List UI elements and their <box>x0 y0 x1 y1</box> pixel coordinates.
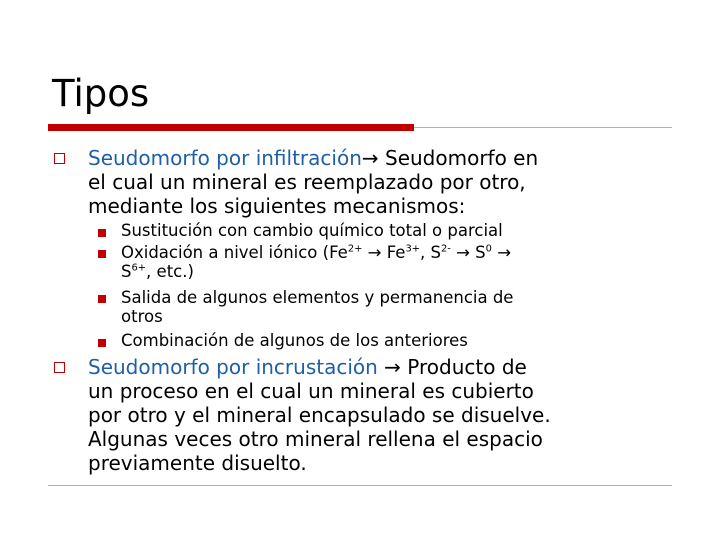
subitem-2-line-2 <box>121 263 194 282</box>
charge-superscript: 0 <box>485 243 492 255</box>
hollow-square-bullet-icon <box>54 362 65 373</box>
arrow-icon: → <box>456 243 470 262</box>
subitem-2-text-a: Oxidación a nivel iónico (Fe <box>121 243 348 262</box>
arrow-icon: → <box>361 146 379 170</box>
bullet-2-text: Producto de <box>400 355 527 379</box>
arrow-icon: → <box>384 355 401 379</box>
charge-superscript: 2- <box>441 243 451 255</box>
filled-square-bullet-icon <box>98 229 106 237</box>
charge-superscript: 2+ <box>347 243 363 255</box>
bullet-2-line-5: previamente disuelto. <box>88 451 307 475</box>
arrow-icon: → <box>367 243 382 262</box>
charge-superscript: 6+ <box>131 262 147 274</box>
subitem-2-text-b: Fe <box>381 243 406 262</box>
subitem-1: Sustitución con cambio químico total o parcial <box>121 221 503 240</box>
charge-superscript: 3+ <box>405 243 421 255</box>
bottom-divider <box>48 485 672 486</box>
bullet-1-line-2: el cual un mineral es reemplazado por otro, <box>88 170 526 194</box>
subitem-3-line-2: otros <box>121 307 163 326</box>
bullet-2-line-4: Algunas veces otro mineral rellena el espacio <box>88 427 543 451</box>
bullet-2-line-3: por otro y el mineral encapsulado se disuelve. <box>88 403 551 427</box>
bullet-2-line-2: un proceso en el cual un mineral es cubierto <box>88 379 534 403</box>
bullet-2-term: Seudomorfo por incrustación <box>88 355 378 379</box>
bullet-1-line-1 <box>88 147 538 171</box>
filled-square-bullet-icon <box>98 295 106 303</box>
filled-square-bullet-icon <box>98 250 106 258</box>
bullet-1-line-3: mediante los siguientes mecanismos: <box>88 194 466 218</box>
bullet-1-text: Seudomorfo en <box>378 146 539 170</box>
subitem-2-text-c: , S <box>420 243 441 262</box>
bullet-2-line-1 <box>88 356 527 380</box>
hollow-square-bullet-icon <box>54 153 65 164</box>
bullet-1-term: Seudomorfo por infiltración <box>88 146 362 170</box>
filled-square-bullet-icon <box>98 339 106 347</box>
arrow-icon: → <box>497 243 512 262</box>
subitem-2-line-1 <box>121 244 511 263</box>
subitem-2-text-e: S <box>121 262 132 281</box>
slide-title: Tipos <box>52 72 150 115</box>
title-accent-bar <box>48 124 414 131</box>
subitem-2-text-f: , etc.) <box>146 262 194 281</box>
subitem-2-text-d: S <box>469 243 486 262</box>
subitem-4: Combinación de algunos de los anteriores <box>121 331 468 350</box>
subitem-3-line-1: Salida de algunos elementos y permanencia de <box>121 288 514 307</box>
